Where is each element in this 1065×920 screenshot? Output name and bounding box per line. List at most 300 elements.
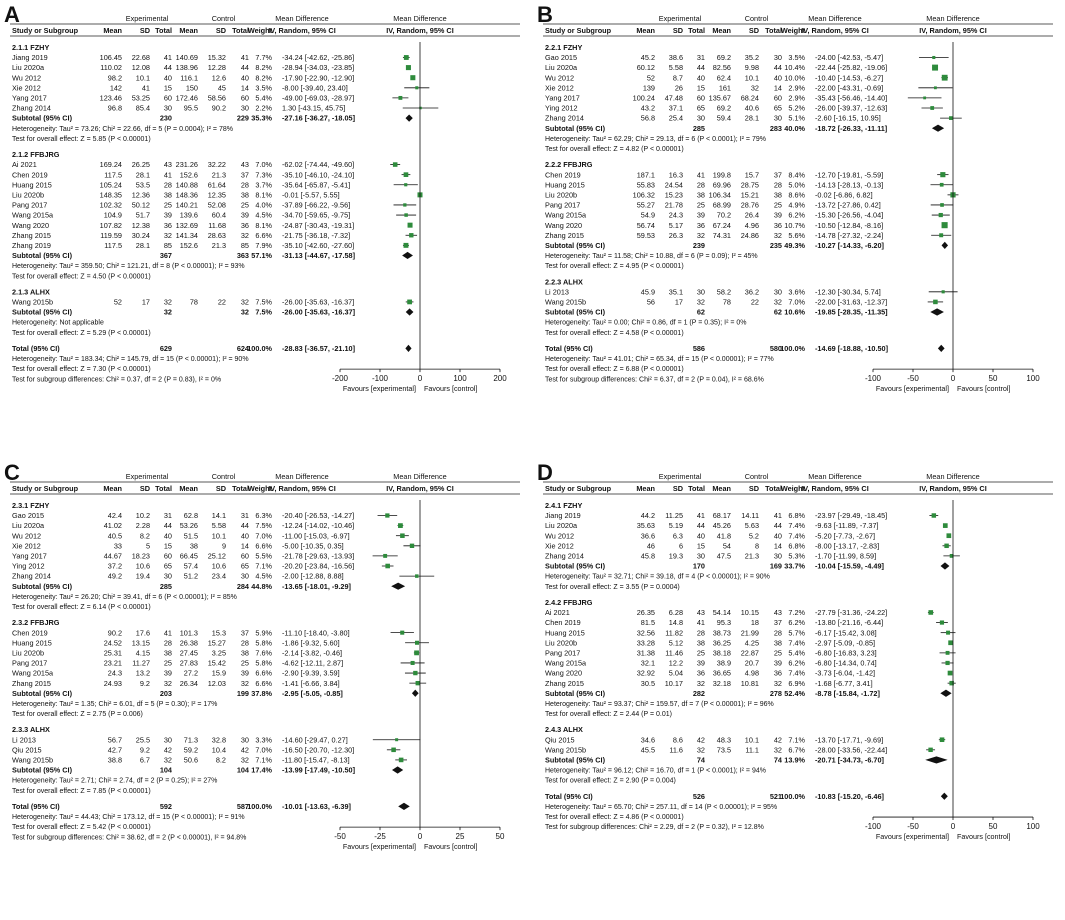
effect-square: [404, 183, 407, 186]
e-sd-value: 22.68: [131, 53, 150, 63]
total-md-ci: -10.83 [-15.20, -6.46]: [815, 791, 884, 801]
e-sd-value: 12.2: [668, 658, 683, 668]
md-ci-value: -37.89 [-66.22, -9.56]: [282, 200, 351, 210]
x-tick-label: 50: [988, 822, 998, 832]
c-total-value: 60: [240, 551, 249, 561]
total-e-total: 526: [692, 791, 705, 801]
control-header: Control: [211, 472, 236, 481]
c-mean-value: 47.5: [716, 551, 731, 561]
c-sd-value: 15.42: [207, 658, 226, 668]
e-mean-value: 32.1: [640, 658, 655, 668]
plot-header: Mean Difference: [393, 472, 447, 481]
effect-square: [391, 748, 396, 753]
e-sd-value: 50.12: [131, 200, 150, 210]
c-sd-value: 12.35: [207, 190, 226, 200]
weight-value: 8.1%: [255, 220, 272, 230]
weight-value: 3.5%: [788, 53, 805, 63]
c-mean-col-header: Mean: [712, 26, 731, 35]
stat-text: Test for overall effect: Z = 5.85 (P < 0.00001): [12, 135, 151, 143]
e-total-value: 30: [696, 551, 705, 561]
effect-square: [940, 737, 945, 742]
md-ci-value: -34.24 [-42.62, -25.86]: [282, 53, 355, 63]
c-sd-value: 11.68: [208, 220, 226, 230]
weight-value: 3.3%: [255, 735, 272, 745]
favours-experimental-label: Favours [experimental]: [342, 384, 416, 394]
c-total-value: 28: [773, 628, 782, 638]
study-name: Xie 2012: [545, 83, 574, 93]
md-ci-value: -22.44 [-25.82, -19.06]: [815, 63, 888, 73]
c-sd-value: 4.98: [744, 668, 759, 678]
subtotal-c-total: 169: [769, 561, 782, 571]
stat-text: Test for overall effect: Z = 5.42 (P < 0.00001): [12, 824, 151, 832]
c-sd-value: 22: [217, 297, 226, 307]
study-name: Gao 2015: [545, 53, 578, 63]
e-mean-value: 139: [642, 83, 655, 93]
md-ci-value: -62.02 [-74.44, -49.60]: [282, 160, 355, 170]
md-ci-value: -9.63 [-11.89, -7.37]: [815, 521, 879, 531]
total-md-ci: -28.83 [-36.57, -21.10]: [282, 343, 356, 353]
weight-value: 7.0%: [788, 297, 805, 307]
e-total-value: 25: [696, 200, 705, 210]
c-sd-value: 10.81: [740, 678, 759, 688]
e-mean-value: 25.31: [103, 648, 122, 658]
subtotal-weight: 57.1%: [251, 251, 272, 261]
c-sd-value: 12.03: [207, 678, 226, 688]
c-sd-value: 10.15: [740, 608, 759, 618]
c-mean-value: 69.96: [712, 180, 731, 190]
c-sd-value: 61.64: [207, 180, 226, 190]
plot-header: Mean Difference: [926, 472, 980, 481]
favours-control-label: Favours [control]: [957, 384, 1011, 394]
weight-value: 7.0%: [255, 745, 272, 755]
e-sd-value: 5.58: [668, 63, 683, 73]
study-name: Wu 2012: [545, 531, 575, 541]
weight-value: 7.9%: [255, 240, 272, 250]
md-ci-value: 1.30 [-43.15, 45.75]: [282, 103, 346, 113]
study-name: Wang 2015a: [545, 210, 587, 220]
md-ci-value: -28.94 [-34.03, -23.85]: [282, 63, 355, 73]
x-tick-label: -100: [371, 374, 389, 384]
study-name: Zhang 2015: [545, 678, 584, 688]
control-header: Control: [744, 472, 769, 481]
study-name: Pang 2017: [545, 648, 581, 658]
c-total-value: 28: [240, 638, 249, 648]
subtotal-label: Subtotal (95% CI): [545, 240, 605, 250]
x-tick-label: 100: [1026, 822, 1040, 832]
c-total-value: 40: [773, 531, 782, 541]
effect-square: [946, 631, 950, 635]
subtotal-md-ci: -20.71 [-34.73, -6.70]: [815, 755, 884, 765]
x-tick-label: 0: [417, 832, 423, 842]
plot-col-header: IV, Random, 95% CI: [919, 26, 987, 35]
effect-square: [939, 233, 943, 237]
stat-text: Heterogeneity: Tau² = 93.37; Chi² = 159.57, df = 7 (P < 0.00001); I² = 96%: [545, 700, 774, 708]
study-name: Yang 2017: [545, 93, 580, 103]
study-name: Zhang 2014: [12, 571, 51, 581]
effect-square: [940, 183, 944, 187]
e-mean-value: 187.1: [636, 170, 655, 180]
c-mean-value: 51.2: [183, 571, 198, 581]
e-mean-value: 104.9: [103, 210, 122, 220]
md-ci-value: -13.80 [-21.16, -6.44]: [815, 618, 884, 628]
subtotal-diamond: [932, 125, 944, 132]
weight-value: 5.6%: [788, 230, 805, 240]
forest-plot-c-svg: [0, 458, 532, 915]
e-total-value: 44: [696, 63, 705, 73]
stat-text: Test for overall effect: Z = 4.50 (P < 0.00001): [12, 273, 151, 281]
study-name: Qiu 2015: [545, 735, 575, 745]
c-sd-value: 28.75: [740, 180, 759, 190]
c-total-value: 30: [773, 551, 782, 561]
e-mean-col-header: Mean: [103, 484, 122, 493]
e-total-value: 43: [696, 608, 705, 618]
c-mean-value: 161: [718, 83, 731, 93]
c-mean-col-header: Mean: [712, 484, 731, 493]
total-c-total: 521: [769, 791, 782, 801]
effect-square: [949, 116, 953, 120]
subtotal-label: Subtotal (95% CI): [545, 755, 605, 765]
stat-text: Test for overall effect: Z = 6.88 (P < 0.00001): [545, 366, 684, 374]
e-total-value: 39: [163, 668, 172, 678]
c-total-value: 30: [773, 113, 782, 123]
effect-square: [410, 75, 415, 80]
subtotal-c-total: 229: [236, 113, 249, 123]
subtotal-e-total: 239: [692, 240, 705, 250]
weight-value: 3.7%: [255, 180, 272, 190]
e-mean-value: 55.27: [636, 200, 655, 210]
subtotal-weight: 33.7%: [784, 561, 805, 571]
e-sd-col-header: SD: [139, 484, 150, 493]
e-sd-value: 37.1: [668, 103, 683, 113]
c-total-value: 30: [773, 287, 782, 297]
subtotal-c-total: 363: [236, 251, 249, 261]
study-name: Chen 2019: [545, 618, 581, 628]
panel-letter-d: D: [537, 460, 553, 485]
e-mean-value: 56.7: [107, 735, 122, 745]
e-sd-value: 19.4: [135, 571, 150, 581]
c-sd-value: 28.1: [744, 113, 759, 123]
c-sd-value: 21.3: [744, 551, 759, 561]
subtotal-weight: 37.8%: [251, 688, 272, 698]
c-total-value: 39: [240, 668, 249, 678]
effect-square: [383, 554, 387, 558]
e-mean-value: 45.9: [640, 287, 655, 297]
c-total-value: 41: [240, 53, 249, 63]
e-mean-value: 100.24: [632, 93, 655, 103]
weight-value: 4.5%: [255, 210, 272, 220]
md-ci-value: -4.62 [-12.11, 2.87]: [282, 658, 344, 668]
control-header: Control: [211, 14, 236, 23]
subgroup-label: 2.2.1 FZHY: [545, 43, 583, 52]
c-total-value: 32: [240, 678, 249, 688]
x-tick-label: -100: [864, 822, 882, 832]
weight-value: 6.6%: [255, 678, 272, 688]
weight-value: 7.5%: [255, 521, 272, 531]
md-ci-value: -1.68 [-6.77, 3.41]: [815, 678, 873, 688]
c-sd-value: 12.28: [207, 63, 226, 73]
c-mean-value: 148.36: [175, 190, 198, 200]
effect-square: [923, 96, 926, 99]
weight-col-header: Weight: [780, 484, 805, 493]
md-ci-value: -20.40 [-26.53, -14.27]: [282, 511, 355, 521]
subtotal-md-ci: -18.72 [-26.33, -11.11]: [815, 123, 888, 133]
e-sd-value: 24.54: [664, 180, 683, 190]
c-mean-value: 106.34: [708, 190, 731, 200]
subgroup-label: 2.1.3 ALHX: [12, 287, 50, 297]
effect-square: [411, 661, 415, 665]
subtotal-label: Subtotal (95% CI): [545, 123, 605, 133]
weight-value: 6.6%: [255, 230, 272, 240]
effect-square: [942, 222, 948, 228]
weight-value: 7.2%: [788, 608, 805, 618]
weight-value: 2.9%: [788, 83, 805, 93]
c-mean-value: 132.69: [175, 220, 198, 230]
total-md-ci: -14.69 [-18.88, -10.50]: [815, 343, 889, 353]
md-ci-value: -6.80 [-14.34, 0.74]: [815, 658, 877, 668]
c-mean-value: 101.3: [179, 628, 198, 638]
c-sd-value: 45: [217, 83, 226, 93]
e-sd-value: 12.36: [131, 190, 150, 200]
e-sd-value: 8.6: [672, 735, 683, 745]
e-mean-value: 24.52: [103, 638, 122, 648]
subtotal-md-ci: -27.16 [-36.27, -18.05]: [282, 113, 356, 123]
stat-text: Heterogeneity: Tau² = 1.35; Chi² = 6.01, df = 5 (P = 0.30); I² = 17%: [12, 700, 218, 708]
total-weight: 100.0%: [247, 343, 272, 353]
effect-square: [939, 213, 943, 217]
study-name: Gao 2015: [12, 511, 45, 521]
favours-control-label: Favours [control]: [424, 842, 478, 852]
c-total-value: 14: [240, 541, 249, 551]
effect-square: [393, 162, 398, 167]
study-name: Zhang 2015: [545, 230, 584, 240]
e-mean-value: 117.5: [104, 170, 122, 180]
total-weight: 100.0%: [780, 343, 805, 353]
c-mean-value: 71.3: [183, 735, 198, 745]
weight-value: 5.0%: [788, 180, 805, 190]
e-sd-value: 10.17: [664, 678, 683, 688]
c-sd-value: 22: [750, 297, 759, 307]
e-mean-value: 106.45: [99, 53, 122, 63]
e-sd-value: 8.2: [139, 531, 150, 541]
e-total-value: 40: [163, 73, 172, 83]
e-total-value: 32: [163, 678, 172, 688]
subtotal-c-total: 62: [773, 307, 782, 317]
subtotal-diamond: [940, 690, 951, 697]
md-ci-value: -24.00 [-42.53, -5.47]: [815, 53, 884, 63]
stat-text: Heterogeneity: Tau² = 2.71; Chi² = 2.74, df = 2 (P = 0.25); I² = 27%: [12, 777, 218, 785]
e-total-value: 32: [163, 230, 172, 240]
x-tick-label: -200: [331, 374, 349, 384]
effect-square: [414, 650, 419, 655]
e-total-value: 65: [696, 103, 705, 113]
c-sd-col-header: SD: [215, 26, 226, 35]
e-total-value: 42: [163, 745, 172, 755]
e-sd-value: 5.19: [668, 521, 683, 531]
forest-plot-panel-d: [533, 458, 1065, 915]
md-ci-value: -2.97 [-5.09, -0.85]: [815, 638, 876, 648]
favours-control-label: Favours [control]: [424, 384, 478, 394]
e-mean-value: 54.9: [640, 210, 655, 220]
md-ci-value: -6.80 [-16.83, 3.23]: [815, 648, 877, 658]
e-total-value: 44: [696, 521, 705, 531]
stat-text: Test for overall effect: Z = 6.14 (P < 0.00001): [12, 604, 151, 611]
study-name: Wang 2020: [545, 220, 583, 230]
e-total-value: 85: [163, 240, 172, 250]
e-sd-value: 6.28: [668, 608, 683, 618]
weight-value: 8.2%: [255, 63, 272, 73]
study-name: Li 2013: [545, 287, 569, 297]
effect-square: [932, 65, 938, 71]
c-mean-value: 54.14: [712, 608, 731, 618]
study-name: Zhang 2015: [12, 678, 51, 688]
c-sd-col-header: SD: [215, 484, 226, 493]
c-mean-value: 41.8: [716, 531, 731, 541]
weight-value: 7.5%: [255, 297, 272, 307]
subtotal-e-total: 104: [159, 765, 172, 775]
e-sd-value: 10.1: [135, 73, 150, 83]
e-sd-value: 11.6: [669, 745, 683, 755]
study-name: Wu 2012: [12, 73, 42, 83]
c-sd-value: 11.1: [745, 745, 759, 755]
subtotal-e-total: 230: [159, 113, 172, 123]
c-sd-value: 21.3: [211, 170, 226, 180]
x-tick-label: 25: [455, 832, 465, 842]
c-total-value: 37: [773, 618, 782, 628]
weight-value: 2.2%: [255, 103, 272, 113]
e-sd-value: 10.6: [135, 561, 150, 571]
md-ci-value: -3.73 [-6.04, -1.42]: [815, 668, 876, 678]
subtotal-diamond: [412, 690, 419, 697]
c-total-col-header: Total: [232, 26, 249, 35]
e-total-value: 41: [163, 628, 172, 638]
c-total-value: 30: [240, 103, 249, 113]
weight-col-header: Weight: [780, 26, 805, 35]
e-mean-value: 32.92: [636, 668, 655, 678]
c-mean-value: 38.9: [716, 658, 731, 668]
c-mean-value: 78: [722, 297, 731, 307]
md-ci-value: -5.20 [-7.73, -2.67]: [815, 531, 876, 541]
study-name: Chen 2019: [12, 170, 48, 180]
e-mean-value: 169.24: [99, 160, 122, 170]
e-sd-value: 26: [674, 83, 683, 93]
md-ci-value: -10.50 [-12.84, -8.16]: [815, 220, 884, 230]
experimental-header: Experimental: [658, 472, 702, 481]
c-total-value: 44: [240, 63, 249, 73]
c-sd-value: 15.32: [207, 53, 226, 63]
subgroup-label: 2.4.2 FFBJRG: [545, 597, 593, 607]
total-label: Total (95% CI): [545, 343, 593, 353]
subtotal-c-total: 104: [236, 765, 249, 775]
md-ci-value: -8.00 [-13.17, -2.83]: [815, 541, 880, 551]
subtotal-c-total: 199: [236, 688, 249, 698]
e-mean-value: 106.32: [632, 190, 655, 200]
c-total-value: 39: [773, 210, 782, 220]
effect-square: [398, 523, 403, 528]
study-name: Xie 2012: [12, 541, 41, 551]
c-total-value: 38: [240, 648, 249, 658]
stat-text: Heterogeneity: Not applicable: [12, 319, 104, 327]
experimental-header: Experimental: [658, 14, 702, 23]
e-mean-value: 45.8: [640, 551, 655, 561]
study-col-header: Study or Subgroup: [12, 484, 79, 493]
c-total-value: 38: [773, 638, 782, 648]
e-mean-value: 56.8: [640, 113, 655, 123]
favours-experimental-label: Favours [experimental]: [875, 384, 949, 394]
c-mean-value: 27.83: [179, 658, 198, 668]
md-ci-value: -22.00 [-43.31, -0.69]: [815, 83, 884, 93]
md-ci-value: -2.14 [-3.82, -0.46]: [282, 648, 343, 658]
c-mean-value: 36.65: [712, 668, 731, 678]
e-total-value: 28: [163, 638, 172, 648]
stat-text: Test for overall effect: Z = 7.30 (P < 0.00001): [12, 366, 151, 374]
weight-value: 3.6%: [788, 287, 805, 297]
e-sd-value: 25.5: [135, 735, 150, 745]
c-total-value: 42: [240, 745, 249, 755]
md-ci-value: -14.78 [-27.32, -2.24]: [815, 230, 884, 240]
e-sd-value: 19.3: [668, 551, 683, 561]
c-sd-value: 10.6: [211, 561, 226, 571]
effect-square: [943, 523, 948, 528]
effect-square: [932, 56, 935, 59]
weight-value: 3.5%: [255, 83, 272, 93]
favours-experimental-label: Favours [experimental]: [342, 842, 416, 852]
c-mean-value: 57.4: [183, 561, 198, 571]
e-total-value: 32: [696, 745, 705, 755]
x-tick-label: -50: [907, 374, 919, 384]
e-sd-value: 13.15: [131, 638, 150, 648]
stat-text: Heterogeneity: Tau² = 73.26; Chi² = 22.66, df = 5 (P = 0.0004); I² = 78%: [12, 125, 233, 133]
c-total-value: 30: [240, 735, 249, 745]
c-sd-value: 5.2: [748, 531, 759, 541]
weight-value: 4.9%: [788, 200, 805, 210]
e-sd-value: 9.2: [139, 678, 150, 688]
e-total-value: 15: [696, 83, 705, 93]
total-e-total: 586: [692, 343, 705, 353]
e-sd-col-header: SD: [139, 26, 150, 35]
c-mean-value: 73.5: [716, 745, 731, 755]
c-sd-value: 32.22: [207, 160, 226, 170]
c-mean-value: 152.6: [179, 240, 198, 250]
c-sd-value: 24.86: [740, 230, 759, 240]
stat-text: Test for overall effect: Z = 4.82 (P < 0.00001): [545, 146, 684, 153]
c-total-value: 28: [773, 180, 782, 190]
e-total-value: 32: [163, 755, 172, 765]
experimental-header: Experimental: [125, 14, 169, 23]
e-mean-value: 46: [646, 541, 655, 551]
e-total-value: 41: [696, 170, 705, 180]
effect-square: [415, 86, 418, 89]
weight-value: 5.8%: [255, 638, 272, 648]
c-sd-value: 25.12: [207, 551, 226, 561]
e-mean-value: 119.59: [100, 230, 122, 240]
e-sd-value: 5.12: [668, 638, 683, 648]
e-mean-value: 107.82: [99, 220, 122, 230]
e-mean-value: 44.67: [103, 551, 122, 561]
c-total-value: 36: [240, 220, 249, 230]
e-sd-value: 26.25: [131, 160, 150, 170]
c-sd-value: 23.4: [211, 571, 226, 581]
subgroup-label: 2.2.2 FFBJRG: [545, 160, 593, 170]
e-total-value: 28: [163, 180, 172, 190]
e-mean-value: 23.21: [103, 658, 122, 668]
total-diamond: [398, 803, 410, 810]
md-header: Mean Difference: [808, 472, 862, 481]
study-name: Wang 2015a: [12, 210, 54, 220]
e-total-value: 32: [696, 678, 705, 688]
subtotal-c-total: 235: [769, 240, 782, 250]
effect-square: [404, 243, 409, 248]
effect-square: [942, 290, 945, 293]
